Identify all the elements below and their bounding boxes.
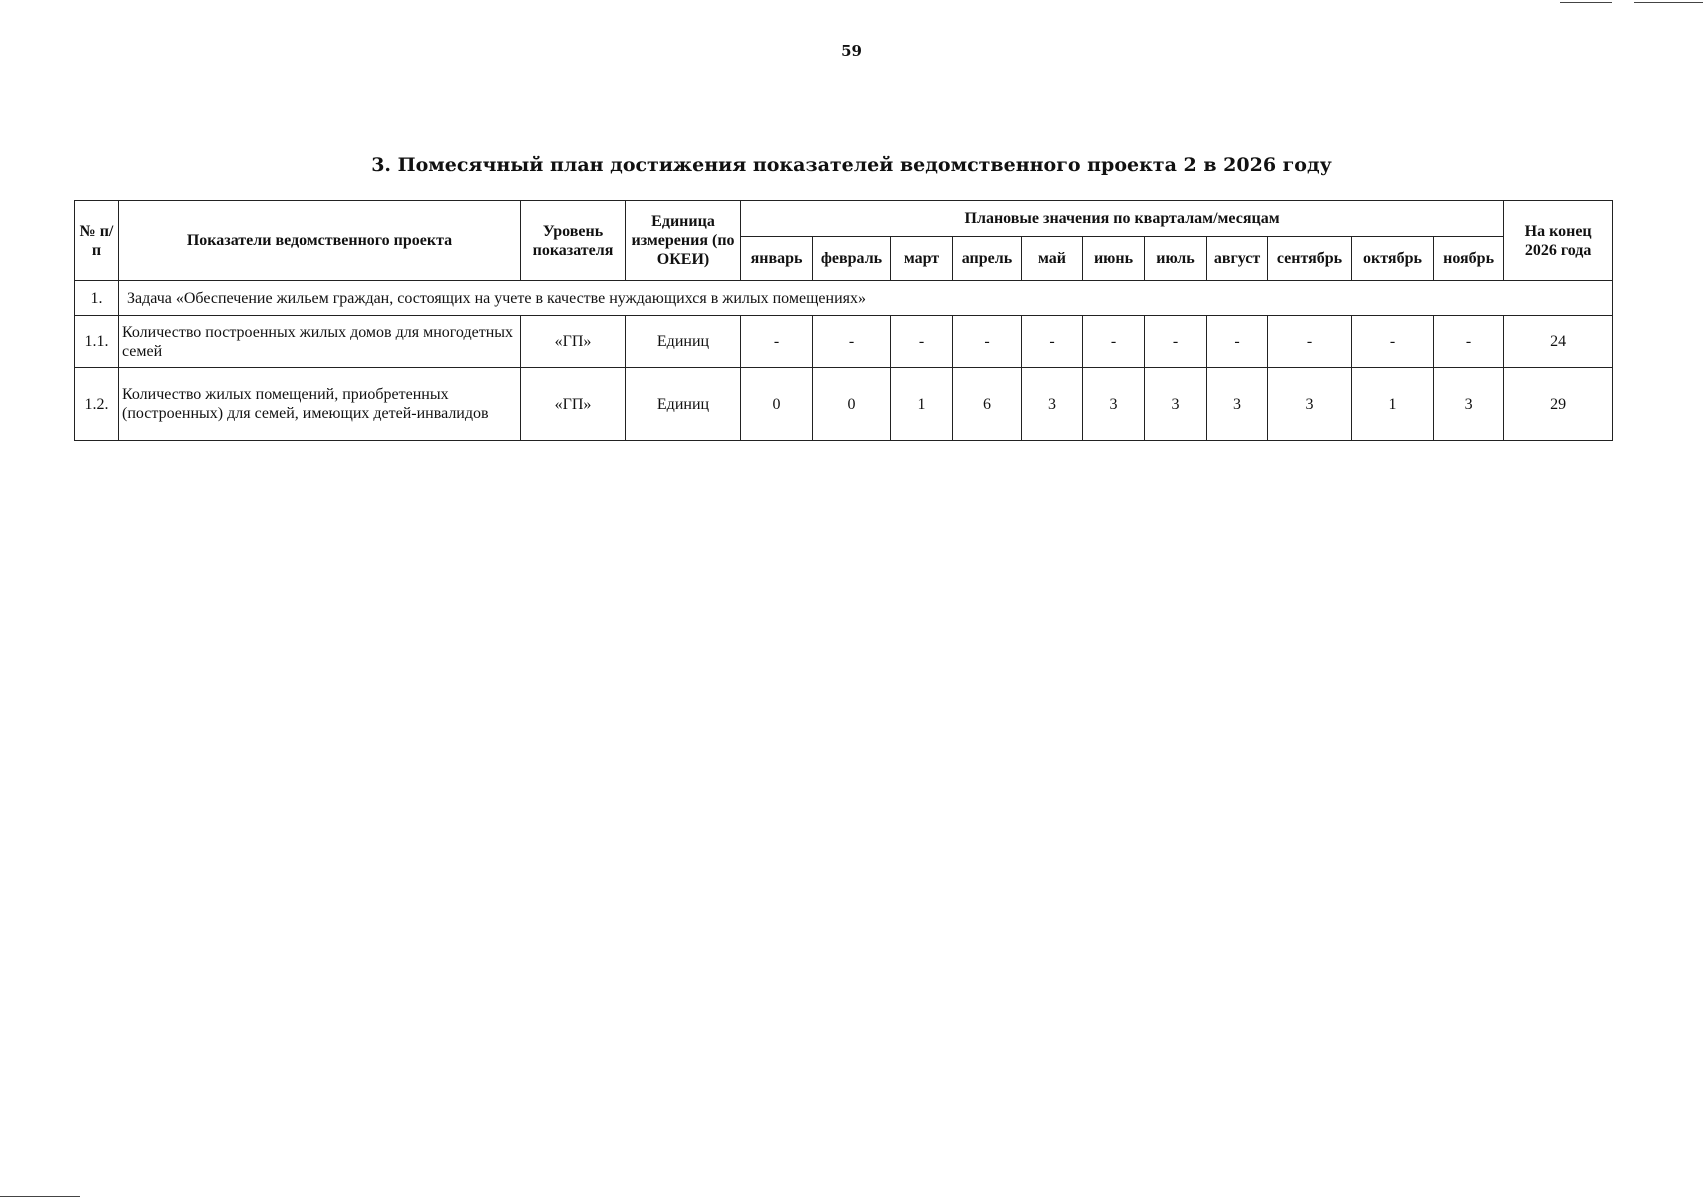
row-value-november: - [1434, 316, 1504, 368]
header-month-august: август [1207, 237, 1268, 281]
row-value-march: 1 [891, 368, 953, 441]
page-number: 59 [841, 42, 862, 60]
row-value-march: - [891, 316, 953, 368]
row-value-october: 1 [1352, 368, 1434, 441]
row-indicator-name: Количество построенных жилых домов для многодетных семей [119, 316, 521, 368]
row-value-april: 6 [953, 368, 1022, 441]
row-value-october: - [1352, 316, 1434, 368]
top-rule-right [1634, 2, 1703, 3]
row-total: 29 [1504, 368, 1613, 441]
header-month-march: март [891, 237, 953, 281]
task-row [75, 281, 1613, 316]
header-month-july: июль [1145, 237, 1207, 281]
row-num: 1.2. [75, 368, 119, 441]
table-row [75, 316, 1613, 368]
header-num: № п/п [75, 201, 119, 281]
task-num: 1. [75, 281, 119, 316]
header-month-november: ноябрь [1434, 237, 1504, 281]
header-month-september: сентябрь [1268, 237, 1352, 281]
monthly-plan-table [74, 200, 1613, 441]
header-month-january: январь [741, 237, 813, 281]
row-value-november: 3 [1434, 368, 1504, 441]
row-value-january: 0 [741, 368, 813, 441]
row-level: «ГП» [521, 316, 626, 368]
header-month-october: октябрь [1352, 237, 1434, 281]
row-indicator-name: Количество жилых помещений, приобретенных (построенных) для семей, имеющих детей-инвалидов [119, 368, 521, 441]
page-title: 3. Помесячный план достижения показателей ведомственного проекта 2 в 2026 году [371, 154, 1332, 176]
top-rule-left [1560, 2, 1612, 3]
header-plan-group: Плановые значения по кварталам/месяцам [741, 201, 1504, 237]
row-unit: Единиц [626, 368, 741, 441]
header-month-may: май [1022, 237, 1083, 281]
row-level: «ГП» [521, 368, 626, 441]
row-num: 1.1. [75, 316, 119, 368]
row-value-september: 3 [1268, 368, 1352, 441]
header-level: Уровень показателя [521, 201, 626, 281]
header-indicator: Показатели ведомственного проекта [119, 201, 521, 281]
row-value-august: 3 [1207, 368, 1268, 441]
table-row [75, 368, 1613, 441]
row-unit: Единиц [626, 316, 741, 368]
header-end-of-year: На конец 2026 года [1504, 201, 1613, 281]
row-value-september: - [1268, 316, 1352, 368]
row-value-july: 3 [1145, 368, 1207, 441]
row-value-february: - [813, 316, 891, 368]
row-value-june: 3 [1083, 368, 1145, 441]
task-text: Задача «Обеспечение жильем граждан, состоящих на учете в качестве нуждающихся в жилых помещениях» [119, 281, 1613, 316]
row-value-may: - [1022, 316, 1083, 368]
row-value-june: - [1083, 316, 1145, 368]
row-value-january: - [741, 316, 813, 368]
row-value-may: 3 [1022, 368, 1083, 441]
header-month-april: апрель [953, 237, 1022, 281]
bottom-rule [0, 1196, 80, 1197]
header-month-february: февраль [813, 237, 891, 281]
header-unit: Единица измерения (по ОКЕИ) [626, 201, 741, 281]
row-total: 24 [1504, 316, 1613, 368]
header-month-june: июнь [1083, 237, 1145, 281]
row-value-august: - [1207, 316, 1268, 368]
row-value-april: - [953, 316, 1022, 368]
row-value-july: - [1145, 316, 1207, 368]
row-value-february: 0 [813, 368, 891, 441]
